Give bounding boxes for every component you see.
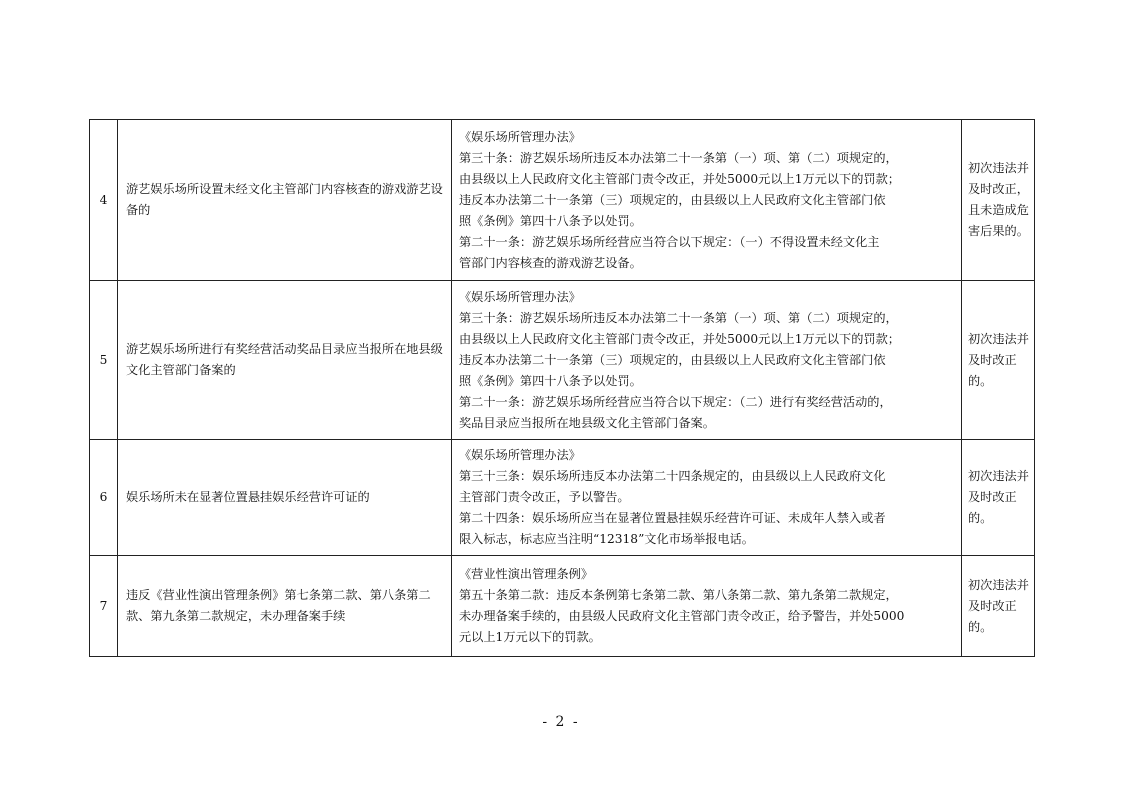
law-line: 未办理备案手续的，由县级人民政府文化主管部门责令改正，给予警告，并处5000: [459, 609, 905, 623]
table-row: [90, 440, 1035, 556]
law-line: 奖品目录应当报所在地县级文化主管部门备案。: [459, 415, 715, 430]
law-line: 违反本办法第二十一条第（三）项规定的，由县级以上人民政府文化主管部门依: [459, 352, 886, 367]
violation-text: 娱乐场所未在显著位置悬挂娱乐经营许可证的: [126, 490, 370, 504]
law-line: 第二十一条：游艺娱乐场所经营应当符合以下规定：（一）不得设置未经文化主: [459, 234, 880, 249]
law-line: 《娱乐场所管理办法》: [459, 448, 581, 462]
law-line: 第三十条：游艺娱乐场所违反本办法第二十一条第（一）项、第（二）项规定的，: [459, 310, 898, 325]
table-row: [90, 281, 1035, 440]
law-line: 《娱乐场所管理办法》: [459, 129, 581, 144]
law-line: 照《条例》第四十八条予以处罚。: [459, 373, 642, 388]
condition-text: 初次违法并及时改正的。: [968, 331, 1029, 388]
table-row: [90, 556, 1035, 657]
law-line: 照《条例》第四十八条予以处罚。: [459, 213, 642, 228]
violation-text: 违反《营业性演出管理条例》第七条第二款、第八条第二款、第九条第二款规定，未办理备案手续: [126, 588, 431, 623]
condition-text: 初次违法并及时改正的。: [968, 577, 1029, 634]
table-row: [90, 120, 1035, 281]
penalty-table: [89, 119, 1035, 657]
violation-text: 游艺娱乐场所设置未经文化主管部门内容核查的游戏游艺设备的: [126, 182, 443, 217]
law-line: 由县级以上人民政府文化主管部门责令改正，并处5000元以上1万元以下的罚款；: [459, 331, 900, 346]
legal-basis: [452, 120, 962, 281]
row-number: 4: [90, 120, 118, 281]
violation-description: [118, 440, 452, 556]
exemption-condition: [962, 556, 1035, 657]
law-line: 元以上1万元以下的罚款。: [459, 630, 601, 644]
law-line: 违反本办法第二十一条第（三）项规定的，由县级以上人民政府文化主管部门依: [459, 192, 886, 207]
violation-description: [118, 556, 452, 657]
law-line: 限入标志，标志应当注明“12318”文化市场举报电话。: [459, 532, 754, 546]
law-line: 管部门内容核查的游戏游艺设备。: [459, 255, 642, 270]
law-line: 《营业性演出管理条例》: [459, 567, 594, 581]
condition-text: 初次违法并及时改正，且未造成危害后果的。: [968, 161, 1029, 238]
law-line: 第五十条第二款：违反本条例第七条第二款、第八条第二款、第九条第二款规定，: [459, 588, 898, 602]
law-line: 第二十一条：游艺娱乐场所经营应当符合以下规定：（二）进行有奖经营活动的，: [459, 394, 892, 409]
law-line: 由县级以上人民政府文化主管部门责令改正，并处5000元以上1万元以下的罚款；: [459, 171, 900, 186]
exemption-condition: [962, 120, 1035, 281]
law-line: 主管部门责令改正，予以警告。: [459, 490, 630, 504]
exemption-condition: [962, 440, 1035, 556]
condition-text: 初次违法并及时改正的。: [968, 469, 1029, 525]
exemption-condition: [962, 281, 1035, 440]
row-number: 6: [90, 440, 118, 556]
law-line: 第三十条：游艺娱乐场所违反本办法第二十一条第（一）项、第（二）项规定的，: [459, 150, 898, 165]
page-number: - 2 -: [542, 714, 580, 730]
row-number: 7: [90, 556, 118, 657]
law-line: 第二十四条：娱乐场所应当在显著位置悬挂娱乐经营许可证、未成年人禁入或者: [459, 511, 886, 525]
legal-basis: [452, 556, 962, 657]
legal-basis: [452, 281, 962, 440]
law-line: 第三十三条：娱乐场所违反本办法第二十四条规定的，由县级以上人民政府文化: [459, 469, 886, 483]
legal-basis: [452, 440, 962, 556]
row-number: 5: [90, 281, 118, 440]
violation-description: [118, 281, 452, 440]
law-line: 《娱乐场所管理办法》: [459, 289, 581, 304]
violation-text: 游艺娱乐场所进行有奖经营活动奖品目录应当报所在地县级文化主管部门备案的: [126, 342, 443, 377]
violation-description: [118, 120, 452, 281]
